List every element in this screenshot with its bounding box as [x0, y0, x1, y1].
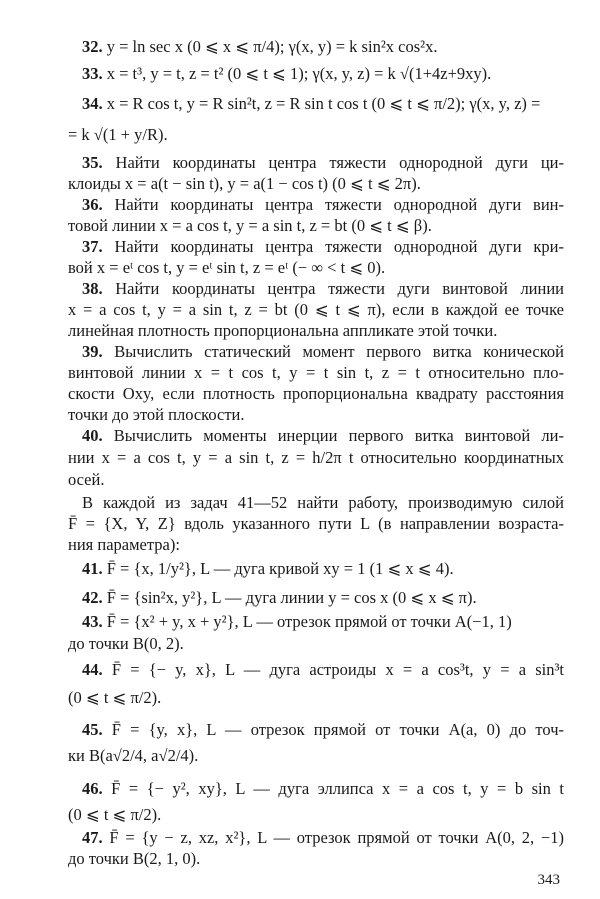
problem-39: 39. Вычислить статический момент первого витка конической	[82, 342, 564, 361]
problem-46: 46. F̄ = {− y², xy}, L — дуга эллипса x = a cos t, y = b sin t	[82, 779, 564, 798]
problem-43: 43. F̄ = {x² + y, x + y²}, L — отрезок прямой от точки A(−1, 1)	[82, 612, 512, 631]
problem-44: 44. F̄ = {− y, x}, L — дуга астроиды x = a cos³t, y = a sin³t	[82, 660, 564, 679]
problem-45: 45. F̄ = {y, x}, L — отрезок прямой от точки A(a, 0) до точ-	[82, 720, 564, 739]
problem-38-cont-2: линейная плотность пропорциональна аппликате этой точки.	[68, 321, 498, 340]
problem-32: 32. y = ln sec x (0 ⩽ x ⩽ π/4); γ(x, y) = k sin²x cos²x.	[82, 37, 438, 56]
problem-34-cont: = k √(1 + y/R).	[68, 125, 168, 144]
problem-34: 34. x = R cos t, y = R sin²t, z = R sin t cos t (0 ⩽ t ⩽ π/2); γ(x, y, z) =	[82, 94, 541, 113]
problem-39-cont-3: точки до этой плоскости.	[68, 405, 245, 424]
intro-41-52-cont-1: F̄ = {X, Y, Z} вдоль указанного пути L (в направлении возраста-	[68, 514, 564, 533]
problem-38: 38. Найти координаты центра тяжести дуги винтовой линии	[82, 279, 564, 298]
problem-45-cont: ки B(a√2/4, a√2/4).	[68, 746, 199, 765]
problem-37: 37. Найти координаты центра тяжести однородной дуги кри-	[82, 237, 564, 256]
problem-35: 35. Найти координаты центра тяжести однородной дуги ци-	[82, 153, 564, 172]
intro-41-52: В каждой из задач 41—52 найти работу, производимую силой	[82, 493, 564, 512]
problem-47-cont: до точки B(2, 1, 0).	[68, 849, 201, 868]
problem-36: 36. Найти координаты центра тяжести однородной дуги вин-	[82, 195, 564, 214]
problem-40-cont-2: осей.	[68, 470, 105, 489]
problem-36-cont: товой линии x = a cos t, y = a sin t, z = bt (0 ⩽ t ⩽ β).	[68, 216, 432, 235]
intro-41-52-cont-2: ния параметра):	[68, 535, 180, 554]
problem-35-cont: клоиды x = a(t − sin t), y = a(1 − cos t) (0 ⩽ t ⩽ 2π).	[68, 174, 421, 193]
problem-33: 33. x = t³, y = t, z = t² (0 ⩽ t ⩽ 1); γ(x, y, z) = k √(1+4z+9xy).	[82, 64, 492, 83]
problem-40-cont-1: нии x = a cos t, y = a sin t, z = h/2π t относительно координатных	[68, 448, 564, 467]
problem-39-cont-2: скости Oxy, если плотность пропорциональна квадрату расстояния	[68, 384, 564, 403]
problem-47: 47. F̄ = {y − z, xz, x²}, L — отрезок прямой от точки A(0, 2, −1)	[82, 828, 564, 847]
problem-42: 42. F̄ = {sin²x, y²}, L — дуга линии y = cos x (0 ⩽ x ⩽ π).	[82, 588, 477, 607]
page-number: 343	[537, 872, 560, 888]
problem-43-cont: до точки B(0, 2).	[68, 634, 184, 653]
problem-41: 41. F̄ = {x, 1/y²}, L — дуга кривой xy = 1 (1 ⩽ x ⩽ 4).	[82, 559, 454, 578]
problem-44-cont: (0 ⩽ t ⩽ π/2).	[68, 688, 162, 707]
problem-38-cont-1: x = a cos t, y = a sin t, z = bt (0 ⩽ t ⩽ π), если в каждой ее точке	[68, 300, 564, 319]
problem-37-cont: вой x = eᵗ cos t, y = eᵗ sin t, z = eᵗ (− ∞ < t ⩽ 0).	[68, 258, 386, 277]
problem-46-cont: (0 ⩽ t ⩽ π/2).	[68, 805, 162, 824]
problem-39-cont-1: винтовой линии x = t cos t, y = t sin t, z = t относительно пло-	[68, 363, 564, 382]
problem-40: 40. Вычислить моменты инерции первого витка винтовой ли-	[82, 426, 564, 445]
